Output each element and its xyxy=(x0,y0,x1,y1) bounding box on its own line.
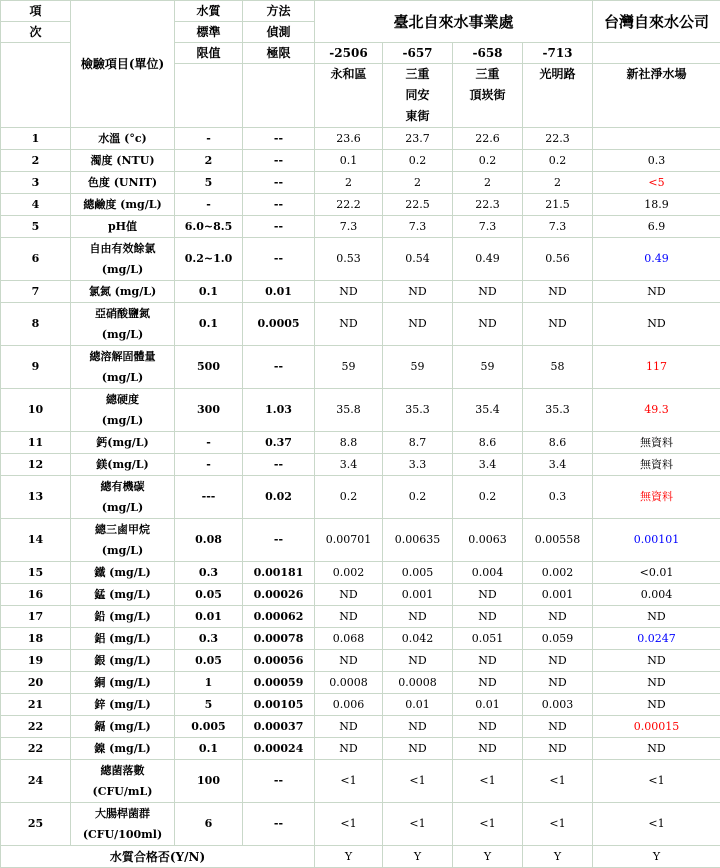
site-value-2: ND xyxy=(383,716,453,738)
taiwan-value: 0.00015 xyxy=(593,716,720,738)
site-value-4: 0.003 xyxy=(523,694,593,716)
row-number: 7 xyxy=(1,281,71,303)
item-no-header-1: 項 xyxy=(1,1,71,22)
site-value-4: 8.6 xyxy=(523,432,593,454)
row-item-name: 色度 (UNIT) xyxy=(71,172,175,194)
site-value-3: ND xyxy=(453,584,523,606)
row-standard-limit: 0.01 xyxy=(175,606,243,628)
std-header-2: 標準 xyxy=(175,22,243,43)
table-row xyxy=(1,760,720,803)
row-item-name: 鎘 (mg/L) xyxy=(71,716,175,738)
row-standard-limit: 0.1 xyxy=(175,303,243,346)
site-code-2: -657 xyxy=(383,43,453,64)
site-value-4: ND xyxy=(523,672,593,694)
taiwan-value: ND xyxy=(593,672,720,694)
table-row xyxy=(1,303,720,346)
table-row xyxy=(1,519,720,562)
site-value-4: 7.3 xyxy=(523,216,593,238)
row-standard-limit: - xyxy=(175,432,243,454)
row-item-name: 濁度 (NTU) xyxy=(71,150,175,172)
row-item-name: 鋅 (mg/L) xyxy=(71,694,175,716)
taiwan-value xyxy=(593,128,720,150)
site-value-2: 0.01 xyxy=(383,694,453,716)
row-standard-limit: 500 xyxy=(175,346,243,389)
site-value-2: ND xyxy=(383,738,453,760)
site-value-4: 2 xyxy=(523,172,593,194)
table-row xyxy=(1,606,720,628)
row-item-name: 銀 (mg/L) xyxy=(71,650,175,672)
row-detection-limit: -- xyxy=(243,194,315,216)
site-value-1: 0.53 xyxy=(315,238,383,281)
site-value-4: ND xyxy=(523,650,593,672)
table-row xyxy=(1,694,720,716)
site-value-3: ND xyxy=(453,672,523,694)
row-item-name: 水溫 (°c) xyxy=(71,128,175,150)
row-standard-limit: 0.1 xyxy=(175,281,243,303)
table-row xyxy=(1,238,720,281)
table-row xyxy=(1,716,720,738)
row-item-name: 鉛 (mg/L) xyxy=(71,606,175,628)
site-value-3: 0.051 xyxy=(453,628,523,650)
taiwan-value: 117 xyxy=(593,346,720,389)
row-item-name: 自由有效餘氯 (mg/L) xyxy=(71,238,175,281)
site-name-3: 三重 頂崁街 xyxy=(453,64,523,128)
row-number: 10 xyxy=(1,389,71,432)
taiwan-value: 0.49 xyxy=(593,238,720,281)
site-value-3: 0.2 xyxy=(453,150,523,172)
row-number: 11 xyxy=(1,432,71,454)
site-value-4: ND xyxy=(523,606,593,628)
taiwan-value: <1 xyxy=(593,760,720,803)
row-number: 25 xyxy=(1,803,71,846)
row-item-name: 氯氮 (mg/L) xyxy=(71,281,175,303)
row-item-name: 總硬度 (mg/L) xyxy=(71,389,175,432)
site-value-1: 0.006 xyxy=(315,694,383,716)
row-number: 6 xyxy=(1,238,71,281)
row-detection-limit: 0.00059 xyxy=(243,672,315,694)
row-standard-limit: 0.2~1.0 xyxy=(175,238,243,281)
site-value-4: 0.001 xyxy=(523,584,593,606)
site-code-1: -2506 xyxy=(315,43,383,64)
site-value-4: 0.56 xyxy=(523,238,593,281)
site-value-1: ND xyxy=(315,303,383,346)
site-value-3: ND xyxy=(453,650,523,672)
row-detection-limit: 1.03 xyxy=(243,389,315,432)
row-standard-limit: 300 xyxy=(175,389,243,432)
row-detection-limit: 0.00181 xyxy=(243,562,315,584)
site-value-4: 22.3 xyxy=(523,128,593,150)
table-row xyxy=(1,346,720,389)
taiwan-value: ND xyxy=(593,606,720,628)
site-value-3: 0.0063 xyxy=(453,519,523,562)
site-value-2: 0.0008 xyxy=(383,672,453,694)
site-value-1: 0.00701 xyxy=(315,519,383,562)
table-row xyxy=(1,128,720,150)
site-value-4: 21.5 xyxy=(523,194,593,216)
row-detection-limit: 0.00056 xyxy=(243,650,315,672)
row-number: 9 xyxy=(1,346,71,389)
table-row xyxy=(1,650,720,672)
row-item-name: 鎂(mg/L) xyxy=(71,454,175,476)
row-detection-limit: -- xyxy=(243,172,315,194)
row-number: 4 xyxy=(1,194,71,216)
table-row xyxy=(1,584,720,606)
row-standard-limit: 0.3 xyxy=(175,562,243,584)
site-value-1: 3.4 xyxy=(315,454,383,476)
site-value-3: <1 xyxy=(453,760,523,803)
site-value-1: 23.6 xyxy=(315,128,383,150)
item-no-header-blank xyxy=(1,43,71,128)
taiwan-value: 無資料 xyxy=(593,476,720,519)
site-value-1: ND xyxy=(315,281,383,303)
taiwan-value: <1 xyxy=(593,803,720,846)
row-number: 19 xyxy=(1,650,71,672)
row-detection-limit: 0.01 xyxy=(243,281,315,303)
row-number: 20 xyxy=(1,672,71,694)
row-item-name: 鎳 (mg/L) xyxy=(71,738,175,760)
row-number: 8 xyxy=(1,303,71,346)
std-header-blank xyxy=(175,64,243,128)
site-value-1: 0.002 xyxy=(315,562,383,584)
row-number: 5 xyxy=(1,216,71,238)
row-number: 24 xyxy=(1,760,71,803)
pass-value: Y xyxy=(315,846,383,868)
pass-value: Y xyxy=(453,846,523,868)
site-value-3: 2 xyxy=(453,172,523,194)
row-detection-limit: -- xyxy=(243,150,315,172)
site-value-1: ND xyxy=(315,738,383,760)
taiwan-site-name: 新社淨水場 xyxy=(593,64,720,128)
row-standard-limit: 0.05 xyxy=(175,650,243,672)
site-value-1: 0.0008 xyxy=(315,672,383,694)
site-value-3: 0.004 xyxy=(453,562,523,584)
site-value-3: 8.6 xyxy=(453,432,523,454)
taiwan-value: 無資料 xyxy=(593,432,720,454)
taiwan-value: ND xyxy=(593,738,720,760)
row-item-name: 銅 (mg/L) xyxy=(71,672,175,694)
row-item-name: 總溶解固體量 (mg/L) xyxy=(71,346,175,389)
row-detection-limit: 0.00037 xyxy=(243,716,315,738)
taiwan-value: 0.004 xyxy=(593,584,720,606)
row-standard-limit: 1 xyxy=(175,672,243,694)
site-value-2: 0.001 xyxy=(383,584,453,606)
table-row xyxy=(1,454,720,476)
site-value-4: ND xyxy=(523,281,593,303)
row-number: 16 xyxy=(1,584,71,606)
site-value-2: 0.005 xyxy=(383,562,453,584)
table-row xyxy=(1,432,720,454)
site-value-3: 22.6 xyxy=(453,128,523,150)
site-value-4: ND xyxy=(523,738,593,760)
row-item-name: 大腸桿菌群 (CFU/100ml) xyxy=(71,803,175,846)
site-value-2: 0.00635 xyxy=(383,519,453,562)
row-standard-limit: 0.05 xyxy=(175,584,243,606)
site-value-3: ND xyxy=(453,716,523,738)
table-row xyxy=(1,738,720,760)
row-item-name: 亞硝酸鹽氮 (mg/L) xyxy=(71,303,175,346)
row-detection-limit: 0.37 xyxy=(243,432,315,454)
site-value-1: ND xyxy=(315,606,383,628)
row-standard-limit: --- xyxy=(175,476,243,519)
taiwan-value: 0.0247 xyxy=(593,628,720,650)
row-standard-limit: 2 xyxy=(175,150,243,172)
std-header-3: 限值 xyxy=(175,43,243,64)
row-standard-limit: 0.1 xyxy=(175,738,243,760)
site-value-2: 8.7 xyxy=(383,432,453,454)
table-row xyxy=(1,803,720,846)
table-row xyxy=(1,672,720,694)
site-value-1: 0.068 xyxy=(315,628,383,650)
site-value-3: 0.49 xyxy=(453,238,523,281)
lim-header-3: 極限 xyxy=(243,43,315,64)
site-value-2: 0.2 xyxy=(383,476,453,519)
row-number: 13 xyxy=(1,476,71,519)
site-value-2: 0.2 xyxy=(383,150,453,172)
table-row xyxy=(1,216,720,238)
site-value-1: 59 xyxy=(315,346,383,389)
site-value-4: 58 xyxy=(523,346,593,389)
site-name-2: 三重 同安 東街 xyxy=(383,64,453,128)
row-number: 18 xyxy=(1,628,71,650)
site-value-4: 0.002 xyxy=(523,562,593,584)
site-value-2: <1 xyxy=(383,803,453,846)
site-value-1: ND xyxy=(315,716,383,738)
row-number: 15 xyxy=(1,562,71,584)
footer-row xyxy=(1,846,720,868)
row-number: 22 xyxy=(1,716,71,738)
table-row xyxy=(1,150,720,172)
row-item-name: 總鹼度 (mg/L) xyxy=(71,194,175,216)
site-value-3: <1 xyxy=(453,803,523,846)
row-detection-limit: -- xyxy=(243,216,315,238)
site-value-2: 2 xyxy=(383,172,453,194)
row-item-name: 總菌落數 (CFU/mL) xyxy=(71,760,175,803)
site-value-2: 7.3 xyxy=(383,216,453,238)
site-value-4: 35.3 xyxy=(523,389,593,432)
row-detection-limit: -- xyxy=(243,803,315,846)
row-number: 22 xyxy=(1,738,71,760)
row-standard-limit: 5 xyxy=(175,694,243,716)
taiwan-value: 6.9 xyxy=(593,216,720,238)
site-value-1: <1 xyxy=(315,803,383,846)
row-number: 21 xyxy=(1,694,71,716)
row-item-name: 鋁 (mg/L) xyxy=(71,628,175,650)
row-detection-limit: -- xyxy=(243,760,315,803)
site-value-3: 0.01 xyxy=(453,694,523,716)
lim-header-2: 偵測 xyxy=(243,22,315,43)
row-standard-limit: 5 xyxy=(175,172,243,194)
site-value-3: 35.4 xyxy=(453,389,523,432)
site-value-2: 59 xyxy=(383,346,453,389)
row-detection-limit: 0.00024 xyxy=(243,738,315,760)
site-code-3: -658 xyxy=(453,43,523,64)
row-standard-limit: 0.3 xyxy=(175,628,243,650)
site-code-4: -713 xyxy=(523,43,593,64)
row-number: 14 xyxy=(1,519,71,562)
site-value-3: ND xyxy=(453,281,523,303)
site-value-2: 35.3 xyxy=(383,389,453,432)
taiwan-value: 無資料 xyxy=(593,454,720,476)
pass-value: Y xyxy=(523,846,593,868)
site-value-2: 3.3 xyxy=(383,454,453,476)
site-value-3: 22.3 xyxy=(453,194,523,216)
site-value-3: ND xyxy=(453,738,523,760)
table-row xyxy=(1,562,720,584)
site-value-1: ND xyxy=(315,584,383,606)
site-value-3: 0.2 xyxy=(453,476,523,519)
taipei-group-header: 臺北自來水事業處 xyxy=(315,1,593,43)
table-row xyxy=(1,476,720,519)
site-value-1: 22.2 xyxy=(315,194,383,216)
site-value-2: 0.54 xyxy=(383,238,453,281)
site-value-2: ND xyxy=(383,303,453,346)
site-value-1: 0.1 xyxy=(315,150,383,172)
site-value-3: 7.3 xyxy=(453,216,523,238)
site-value-3: ND xyxy=(453,606,523,628)
row-number: 1 xyxy=(1,128,71,150)
row-standard-limit: 6.0~8.5 xyxy=(175,216,243,238)
row-standard-limit: 0.08 xyxy=(175,519,243,562)
item-header: 檢驗項目(單位) xyxy=(71,1,175,128)
row-standard-limit: - xyxy=(175,128,243,150)
taiwan-value: ND xyxy=(593,650,720,672)
site-value-2: ND xyxy=(383,650,453,672)
taiwan-value: 0.3 xyxy=(593,150,720,172)
site-value-1: ND xyxy=(315,650,383,672)
site-value-2: 22.5 xyxy=(383,194,453,216)
row-item-name: pH值 xyxy=(71,216,175,238)
site-value-2: 23.7 xyxy=(383,128,453,150)
site-value-4: 3.4 xyxy=(523,454,593,476)
site-value-2: 0.042 xyxy=(383,628,453,650)
row-item-name: 總有機碳 (mg/L) xyxy=(71,476,175,519)
row-number: 17 xyxy=(1,606,71,628)
taiwan-group-header: 台灣自來水公司 xyxy=(593,1,720,43)
table-row xyxy=(1,172,720,194)
row-number: 3 xyxy=(1,172,71,194)
row-item-name: 鐵 (mg/L) xyxy=(71,562,175,584)
std-header-1: 水質 xyxy=(175,1,243,22)
pass-label: 水質合格否(Y/N) xyxy=(1,846,315,868)
site-value-4: 0.2 xyxy=(523,150,593,172)
item-no-header-2: 次 xyxy=(1,22,71,43)
site-value-2: ND xyxy=(383,281,453,303)
taiwan-value: 49.3 xyxy=(593,389,720,432)
row-item-name: 總三鹵甲烷 (mg/L) xyxy=(71,519,175,562)
row-number: 2 xyxy=(1,150,71,172)
taiwan-value: ND xyxy=(593,303,720,346)
lim-header-blank xyxy=(243,64,315,128)
row-detection-limit: 0.00026 xyxy=(243,584,315,606)
site-value-4: 0.059 xyxy=(523,628,593,650)
site-value-1: 8.8 xyxy=(315,432,383,454)
site-value-3: 59 xyxy=(453,346,523,389)
site-value-3: 3.4 xyxy=(453,454,523,476)
site-value-4: ND xyxy=(523,716,593,738)
row-number: 12 xyxy=(1,454,71,476)
row-detection-limit: 0.02 xyxy=(243,476,315,519)
site-value-1: 0.2 xyxy=(315,476,383,519)
row-standard-limit: - xyxy=(175,454,243,476)
site-value-4: ND xyxy=(523,303,593,346)
row-item-name: 錳 (mg/L) xyxy=(71,584,175,606)
site-name-1: 永和區 xyxy=(315,64,383,128)
row-detection-limit: -- xyxy=(243,346,315,389)
taiwan-value: <0.01 xyxy=(593,562,720,584)
row-detection-limit: -- xyxy=(243,454,315,476)
row-standard-limit: 6 xyxy=(175,803,243,846)
taiwan-value: ND xyxy=(593,694,720,716)
taiwan-value: <5 xyxy=(593,172,720,194)
row-standard-limit: 100 xyxy=(175,760,243,803)
taiwan-value: 18.9 xyxy=(593,194,720,216)
row-detection-limit: 0.00105 xyxy=(243,694,315,716)
table-row xyxy=(1,389,720,432)
table-row xyxy=(1,628,720,650)
taiwan-value: 0.00101 xyxy=(593,519,720,562)
site-value-1: <1 xyxy=(315,760,383,803)
row-detection-limit: -- xyxy=(243,238,315,281)
lim-header-1: 方法 xyxy=(243,1,315,22)
site-value-1: 2 xyxy=(315,172,383,194)
row-detection-limit: -- xyxy=(243,519,315,562)
pass-value: Y xyxy=(383,846,453,868)
row-detection-limit: 0.00062 xyxy=(243,606,315,628)
taiwan-code-blank xyxy=(593,43,720,64)
row-item-name: 鈣(mg/L) xyxy=(71,432,175,454)
site-name-4: 光明路 xyxy=(523,64,593,128)
site-value-1: 7.3 xyxy=(315,216,383,238)
site-value-4: <1 xyxy=(523,760,593,803)
row-detection-limit: 0.00078 xyxy=(243,628,315,650)
row-standard-limit: 0.005 xyxy=(175,716,243,738)
table-row xyxy=(1,281,720,303)
site-value-4: 0.00558 xyxy=(523,519,593,562)
pass-value: Y xyxy=(593,846,720,868)
site-value-4: <1 xyxy=(523,803,593,846)
row-standard-limit: - xyxy=(175,194,243,216)
row-detection-limit: 0.0005 xyxy=(243,303,315,346)
row-detection-limit: -- xyxy=(243,128,315,150)
site-value-3: ND xyxy=(453,303,523,346)
site-value-2: ND xyxy=(383,606,453,628)
site-value-2: <1 xyxy=(383,760,453,803)
taiwan-value: ND xyxy=(593,281,720,303)
site-value-1: 35.8 xyxy=(315,389,383,432)
site-value-4: 0.3 xyxy=(523,476,593,519)
table-row xyxy=(1,194,720,216)
